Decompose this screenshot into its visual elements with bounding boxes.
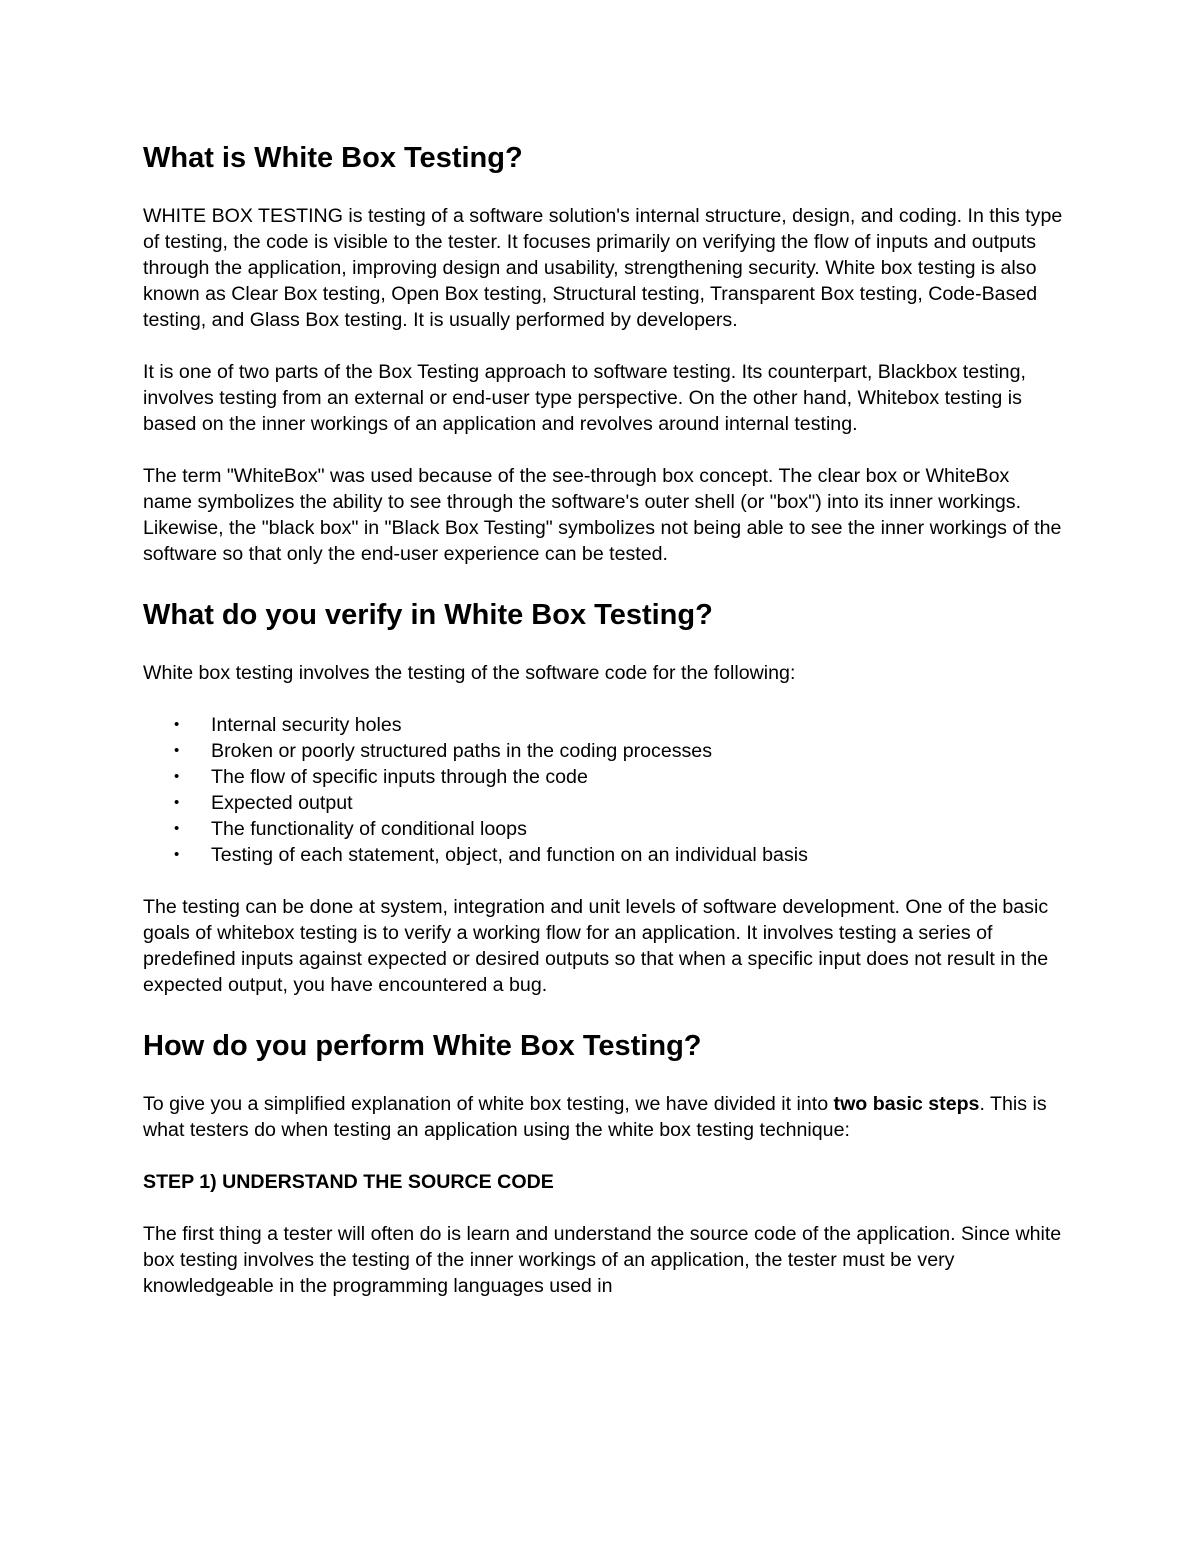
heading-how-do-you-perform: How do you perform White Box Testing? (143, 1030, 702, 1062)
bullet-icon: • (174, 794, 180, 811)
paragraph-perform-intro: To give you a simplified explanation of white box testing, we have divided it into two basic steps. This is what testers do when testing an application using the white box testing technique: (143, 1093, 1047, 1141)
paragraph-term-whitebox: The term "WhiteBox" was used because of the see-through box concept. The clear box or WhiteBox name symbolizes the ability to see through the software's outer shell (or "box") into its inner workings. Likewise, the "black box" in "Black Box Testing" symbolizes not being able to see the inner workings of the software so that only the end-user experience can be tested. (143, 465, 1062, 565)
bullet-icon: • (174, 768, 180, 785)
document-page (143, 140, 1063, 1299)
heading-what-do-you-verify: What do you verify in White Box Testing? (143, 599, 713, 631)
list-item: • Broken or poorly structured paths in the coding processes (174, 740, 712, 762)
list-item: • Internal security holes (174, 714, 402, 736)
paragraph-box-testing-approach: It is one of two parts of the Box Testing approach to software testing. Its counterpart, Blackbox testing, involves testing from an external or end-user type perspective. On the other hand, Whitebox testing is based on the inner workings of an application and revolves around internal testing. (143, 361, 1026, 435)
paragraph-step-1: The first thing a tester will often do is learn and understand the source code of the application. Since white box testing involves the testing of the inner workings of an application, the tester must be very knowledgeable in the programming languages used in (143, 1223, 1062, 1297)
paragraph-definition: WHITE BOX TESTING is testing of a software solution's internal structure, design, and coding. In this type of testing, the code is visible to the tester. It focuses primarily on verifying the flow of inputs and outputs through the application, improving design and usability, strengthening security. White box testing is also known as Clear Box testing, Open Box testing, Structural testing, Transparent Box testing, Code-Based testing, and Glass Box testing. It is usually performed by developers. (143, 205, 1063, 331)
list-item: • The functionality of conditional loops (174, 818, 527, 840)
list-item: • Testing of each statement, object, and function on an individual basis (174, 844, 808, 866)
bullet-icon: • (174, 716, 180, 733)
bullet-icon: • (174, 742, 180, 759)
bullet-icon: • (174, 846, 180, 863)
paragraph-testing-levels: The testing can be done at system, integration and unit levels of software development. One of the basic goals of whitebox testing is to verify a working flow for an application. It involves testing a series of predefined inputs against expected or desired outputs so that when a specific input does not result in the expected output, you have encountered a bug. (143, 896, 1049, 996)
list-item: • The flow of specific inputs through the code (174, 766, 588, 788)
list-item: • Expected output (174, 792, 353, 814)
heading-what-is-white-box-testing: What is White Box Testing? (143, 142, 523, 174)
paragraph-verify-intro: White box testing involves the testing of the software code for the following: (143, 662, 796, 684)
bold-two-basic-steps: two basic steps (833, 1093, 980, 1115)
bullet-icon: • (174, 820, 180, 837)
verify-list (143, 712, 1063, 868)
step-1-title: STEP 1) UNDERSTAND THE SOURCE CODE (143, 1171, 554, 1193)
